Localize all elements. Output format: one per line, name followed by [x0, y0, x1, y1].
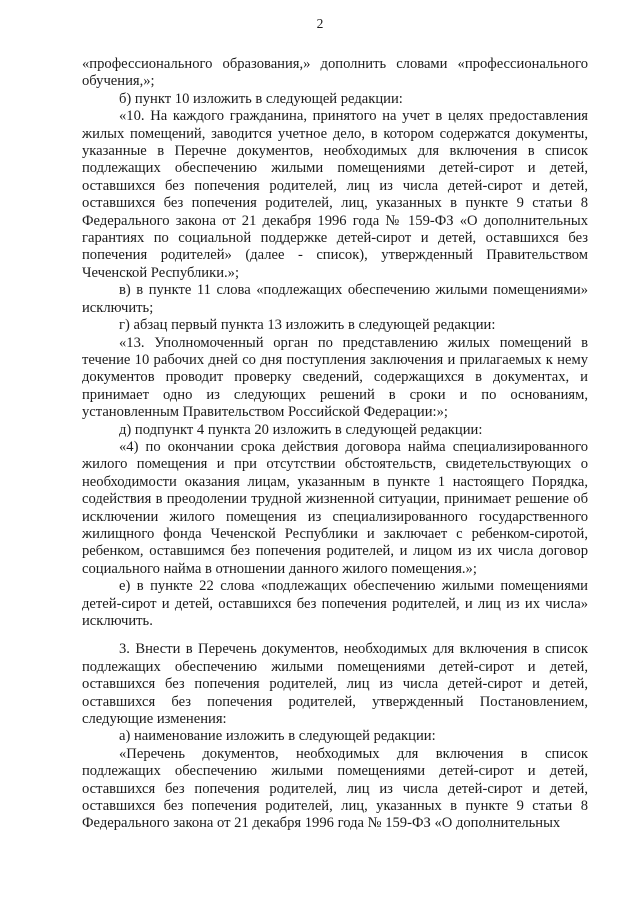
- paragraph-section-3: 3. Внести в Перечень документов, необходимых для включения в список подлежащих обеспечению жилыми помещениями детей-сирот и детей, оставшихся без попечения родителей, лиц из числа детей-сирот и детей, оставшихся без попечения родителей, утвержденный Постановлением, следующие изменения:: [82, 641, 588, 728]
- paragraph-item-e: е) в пункте 22 слова «подлежащих обеспечению жилыми помещениями детей-сирот и детей, оставшихся без попечения родителей, и лиц из их числа» исключить.: [82, 578, 588, 629]
- paragraph-item-a: а) наименование изложить в следующей редакции:: [119, 728, 436, 745]
- paragraph-subpoint-4: «4) по окончании срока действия договора найма специализированного жилого помещения и при отсутствии обстоятельств, свидетельствующих о необходимости оказания лицам, указанным в пункте 1 настоящего Порядка, содействия в преодолении трудной жизненной ситуации, принимает решение об исключении жилого помещения из специализированного государственного жилищного фонда Чеченской Республики и заключает с ребенком-сиротой, ребенком, оставшимся без попечения родителей, и лицом из их числа договор социального найма в отношении данного жилого помещения.»;: [82, 438, 588, 577]
- paragraph-new-title: «Перечень документов, необходимых для включения в список подлежащих обеспечению жилыми помещениями детей-сирот и детей, оставшихся без попечения родителей, лиц из числа детей-сирот и детей, оставшихся без попечения родителей, лиц, указанных в пункте 9 статьи 8 Федерального закона от 21 декабря 1996 года № 159-ФЗ «О дополнительных: [82, 745, 588, 832]
- paragraph-point-10: «10. На каждого гражданина, принятого на учет в целях предоставления жилых помещений, заводится учетное дело, в котором содержатся документы, указанные в Перечне документов, необходимых для включения в список подлежащих обеспечению жилыми помещениями детей-сирот и детей, оставшихся без попечения родителей, лиц из числа детей-сирот и детей, оставшихся без попечения родителей, лиц, указанных в пункте 9 статьи 8 Федерального закона от 21 декабря 1996 года № 159-ФЗ «О дополнительных гарантиях по социальной поддержке детей-сирот и детей, оставшихся без попечения родителей» (далее - список), утвержденный Правительством Чеченской Республики.»;: [82, 108, 588, 281]
- document-body: [82, 56, 588, 833]
- paragraph-continuation: «профессионального образования,» дополнить словами «профессионального обучения,»;: [82, 56, 588, 90]
- paragraph-item-d: д) подпункт 4 пункта 20 изложить в следующей редакции:: [119, 421, 483, 438]
- paragraph-item-b: б) пункт 10 изложить в следующей редакции:: [119, 90, 403, 107]
- page-number: 2: [316, 16, 324, 31]
- paragraph-item-v: в) в пункте 11 слова «подлежащих обеспечению жилыми помещениями» исключить;: [82, 282, 588, 316]
- paragraph-point-13: «13. Уполномоченный орган по представлению жилых помещений в течение 10 рабочих дней со дня поступления заключения и прилагаемых к нему документов проводит проверку сведений, содержащихся в документах, и принимает одно из следующих решений в сроки и по основаниям, установленным Правительством Российской Федерации:»;: [82, 334, 588, 421]
- paragraph-item-g: г) абзац первый пункта 13 изложить в следующей редакции:: [119, 317, 496, 334]
